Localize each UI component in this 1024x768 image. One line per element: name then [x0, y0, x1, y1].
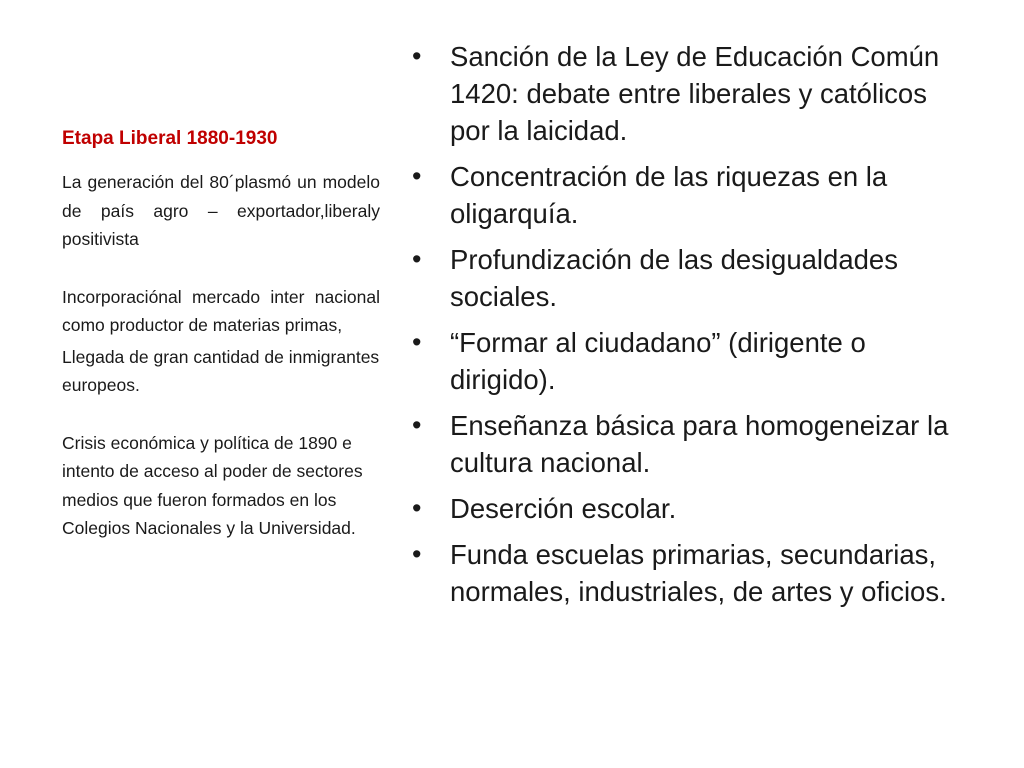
bullet-icon: •: [412, 493, 422, 523]
paragraph-crisis-1890: Crisis económica y política de 1890 e intento de acceso al poder de sectores medios que fueron formados en los Colegios Nacionales y la Universidad.: [62, 432, 363, 538]
right-column: [412, 38, 972, 619]
bullet-icon: •: [412, 327, 422, 357]
paragraph-generacion-80: La generación del 80´plasmó un modelo de país agro – exportador,liberaly positivista: [62, 172, 380, 249]
bullet-text: Concentración de las riquezas en la oligarquía.: [450, 161, 888, 229]
left-column: [62, 126, 380, 543]
bullet-item: [412, 536, 972, 610]
bullet-text: “Formar al ciudadano” (dirigente o dirigido).: [450, 327, 866, 395]
bullet-item: [412, 241, 972, 315]
bullet-item: [412, 490, 972, 527]
bullet-icon: •: [412, 41, 422, 71]
bullet-text: Deserción escolar.: [450, 493, 677, 524]
bullet-icon: •: [412, 539, 422, 569]
bullet-item: [412, 407, 972, 481]
bullet-text: Enseñanza básica para homogeneizar la cultura nacional.: [450, 410, 949, 478]
bullet-text: Sanción de la Ley de Educación Común 1420: debate entre liberales y católicos por la laicidad.: [450, 41, 940, 146]
bullet-item: [412, 324, 972, 398]
bullet-list: [412, 38, 972, 610]
bullet-icon: •: [412, 161, 422, 191]
paragraph-incorporacion-mercado: Incorporaciónal mercado inter nacional como productor de materias primas,: [62, 286, 380, 335]
bullet-icon: •: [412, 244, 422, 274]
slide-title: Etapa Liberal 1880-1930: [62, 128, 278, 149]
bullet-item: [412, 38, 972, 149]
bullet-text: Profundización de las desigualdades sociales.: [450, 244, 898, 312]
paragraph-inmigrantes: Llegada de gran cantidad de inmigrantes europeos.: [62, 346, 380, 395]
bullet-icon: •: [412, 410, 422, 440]
bullet-item: [412, 158, 972, 232]
bullet-text: Funda escuelas primarias, secundarias, normales, industriales, de artes y oficios.: [450, 539, 947, 607]
